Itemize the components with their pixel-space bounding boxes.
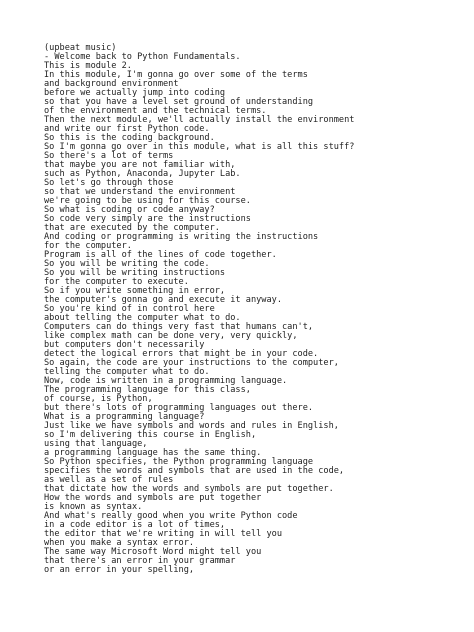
transcript-line: detect the logical errors that might be in your code. (44, 349, 319, 359)
transcript-line: or an error in your spelling, (44, 565, 195, 575)
transcript-line: So what is coding or code anyway? (44, 205, 215, 215)
transcript-line: that there's an error in your grammar (44, 556, 236, 566)
transcript-line: So again, the code are your instructions to the computer, (44, 358, 339, 368)
transcript-line: that maybe you are not familiar with, (44, 160, 236, 170)
transcript-line: so that we understand the environment (44, 187, 236, 197)
transcript-line: Just like we have symbols and words and rules in English, (44, 421, 339, 431)
transcript-line: so that you have a level set ground of understanding (44, 97, 314, 107)
transcript-line: In this module, I'm gonna go over some of the terms (44, 70, 308, 80)
transcript-line: So you will be writing instructions (44, 268, 226, 278)
transcript-line: What is a programming language? (44, 412, 205, 422)
transcript-line: The programming language for this class, (44, 385, 251, 395)
transcript-line: The same way Microsoft Word might tell you (44, 547, 262, 557)
transcript-line: So this is the coding background. (44, 133, 215, 143)
transcript-text (44, 44, 464, 575)
transcript-line: in a code editor is a lot of times, (44, 520, 226, 530)
transcript-line: but there's lots of programming languages out there. (44, 403, 314, 413)
transcript-line: for the computer. (44, 241, 132, 251)
transcript-line: that dictate how the words and symbols are put together. (44, 484, 334, 494)
transcript-line: a programming language has the same thing. (44, 448, 262, 458)
transcript-line: before we actually jump into coding (44, 88, 226, 98)
transcript-line: And coding or programming is writing the instructions (44, 232, 319, 242)
transcript-line: for the computer to execute. (44, 277, 189, 287)
transcript-line: So if you write something in error, (44, 286, 226, 296)
transcript-line: How the words and symbols are put together (44, 493, 262, 503)
transcript-line: So there's a lot of terms (44, 151, 174, 161)
transcript-line: about telling the computer what to do. (44, 313, 241, 323)
transcript-line: as well as a set of rules (44, 475, 174, 485)
transcript-line: like complex math can be done very, very quickly, (44, 331, 298, 341)
transcript-line: the editor that we're writing in will tell you (44, 529, 282, 539)
transcript-line: So you're kind of in control here (44, 304, 215, 314)
transcript-line: Now, code is written in a programming language. (44, 376, 288, 386)
transcript-line: when you make a syntax error. (44, 538, 195, 548)
transcript-line: - Welcome back to Python Fundamentals. (44, 52, 241, 62)
transcript-line: such as Python, Anaconda, Jupyter Lab. (44, 169, 241, 179)
transcript-line: the computer's gonna go and execute it anyway. (44, 295, 282, 305)
transcript-line: and write our first Python code. (44, 124, 210, 134)
transcript-line: This is module 2. (44, 61, 132, 71)
transcript-line: So code very simply are the instructions (44, 214, 251, 224)
transcript-line: we're going to be using for this course. (44, 196, 251, 206)
transcript-line: Computers can do things very fast that humans can't, (44, 322, 314, 332)
transcript-line: specifies the words and symbols that are used in the code, (44, 466, 345, 476)
transcript-line: that are executed by the computer. (44, 223, 220, 233)
transcript-line: So Python specifies, the Python programming language (44, 457, 314, 467)
transcript-line: of course, is Python, (44, 394, 153, 404)
transcript-line: so I'm delivering this course in English, (44, 430, 257, 440)
transcript-line: telling the computer what to do. (44, 367, 210, 377)
transcript-line: Then the next module, we'll actually install the environment (44, 115, 355, 125)
transcript-line: So let's go through those (44, 178, 174, 188)
transcript-line: is known as syntax. (44, 502, 143, 512)
transcript-line: And what's really good when you write Python code (44, 511, 298, 521)
transcript-line: (upbeat music) (44, 43, 117, 53)
transcript-line: and background environment (44, 79, 179, 89)
transcript-line: but computers don't necessarily (44, 340, 205, 350)
transcript-line: So I'm gonna go over in this module, what is all this stuff? (44, 142, 355, 152)
transcript-line: of the environment and the technical terms. (44, 106, 267, 116)
transcript-line: Program is all of the lines of code together. (44, 250, 277, 260)
transcript-line: using that language, (44, 439, 148, 449)
transcript-line: So you will be writing the code. (44, 259, 210, 269)
